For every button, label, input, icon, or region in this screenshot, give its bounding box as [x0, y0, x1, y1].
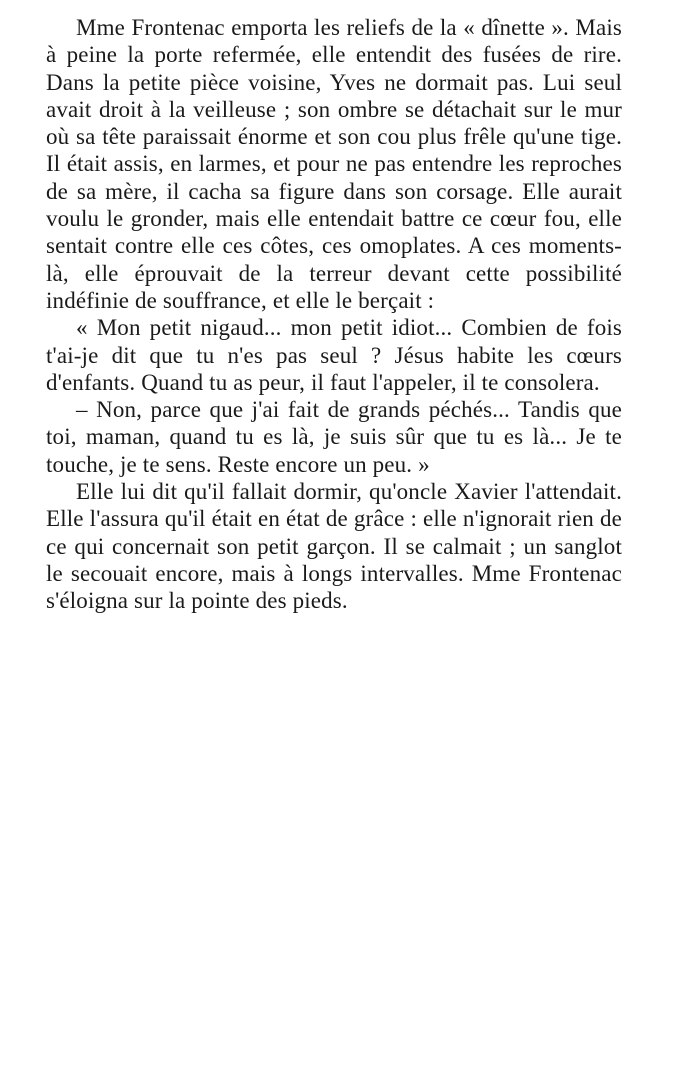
paragraph: Elle lui dit qu'il fallait dormir, qu'oncle Xavier l'attendait. Elle l'assura qu'il était en état de grâce : elle n'ignorait rien de ce qui concernait son petit garçon. Il se calmait ; un sanglot le secouait encore, mais à longs intervalles. Mme Frontenac s'éloigna sur la pointe des pieds.	[46, 479, 622, 614]
paragraph: Mme Frontenac emporta les reliefs de la « dînette ». Mais à peine la porte refermée, elle entendit des fusées de rire. Dans la petite pièce voisine, Yves ne dormait pas. Lui seul avait droit à la veilleuse ; son ombre se détachait sur le mur où sa tête paraissait énorme et son cou plus frêle qu'une tige. Il était assis, en larmes, et pour ne pas entendre les reproches de sa mère, il cacha sa figure dans son corsage. Elle aurait voulu le gronder, mais elle entendait battre ce cœur fou, elle sentait contre elle ces côtes, ces omoplates. A ces moments-là, elle éprouvait de la terreur devant cette possibilité indéfinie de souffrance, et elle le berçait :	[46, 15, 622, 313]
paragraph: « Mon petit nigaud... mon petit idiot... Combien de fois t'ai-je dit que tu n'es pas seul ? Jésus habite les cœurs d'enfants. Quand tu as peur, il faut l'appeler, il te consolera.	[46, 315, 622, 395]
paragraph: – Non, parce que j'ai fait de grands péchés... Tandis que toi, maman, quand tu es là, je suis sûr que tu es là... Je te touche, je te sens. Reste encore un peu. »	[46, 397, 622, 477]
page-text	[46, 14, 622, 615]
